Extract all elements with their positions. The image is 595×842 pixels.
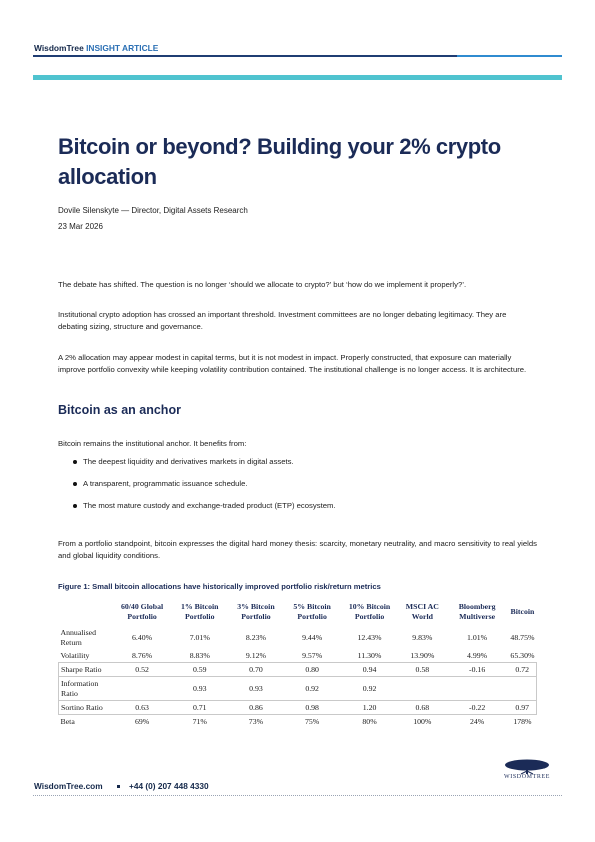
section-heading: Bitcoin as an anchor [58,403,181,417]
table-cell: 1.01% [467,632,488,642]
table-cell: 0.59 [172,663,228,677]
table-cell: 69% [134,716,150,726]
table-cell: 9.57% [302,650,323,660]
footer-logo [492,759,562,787]
header-brand [34,43,158,53]
column-header: MSCI AC World [405,602,439,621]
table-cell: 0.86 [228,701,284,715]
column-header: 10% Bitcoin Portfolio [348,602,391,621]
brand-name: WisdomTree [34,43,84,53]
table-cell: 8.76% [132,650,153,660]
table-cell [446,677,509,701]
table-cell: 1.20 [340,701,399,715]
table-cell: 0.68 [399,701,446,715]
header-rule [33,55,457,57]
bullet-icon [73,460,77,464]
table-cell: 0.70 [228,663,284,677]
table-row [59,626,537,649]
table-row [59,701,537,715]
list-item-text: A transparent, programmatic issuance schedule. [83,479,248,488]
table-cell: 65.30% [510,650,535,660]
list-item [58,478,528,500]
table-cell: 0.72 [508,663,536,677]
paragraph-3: A 2% allocation may appear modest in capital terms, but it is not modest in impact. Properly constructed, that exposure can materially improve portfolio convexity while keeping volatility contribution contained. The institutional challenge is no longer access. It is architecture. [58,353,527,374]
table-cell: 178% [513,716,532,726]
table-row [59,715,537,729]
table-cell: 13.90% [410,650,435,660]
table-cell: -0.16 [446,663,509,677]
article-title: Bitcoin or beyond? Building your 2% crypto allocation [58,134,501,189]
table-header-row [59,598,537,626]
table-cell: 0.92 [284,677,340,701]
paragraph-2: Institutional crypto adoption has crossed an important threshold. Investment committees are no longer debating legitimacy. They are debating sizing, structure and governance. [58,310,507,331]
table-cell: 0.92 [340,677,399,701]
column-header: Bitcoin [510,607,535,616]
list-item-text: The most mature custody and exchange-traded product (ETP) ecosystem. [83,501,336,510]
section-intro: Bitcoin remains the institutional anchor. It benefits from: [58,439,247,448]
column-header: 60/40 Global Portfolio [120,602,164,621]
table-cell: 71% [192,716,207,726]
list-item-text: The deepest liquidity and derivatives markets in digital assets. [83,457,294,466]
table-cell: 8.23% [245,632,267,642]
table-cell: 0.80 [284,663,340,677]
header-band [33,75,562,80]
row-label: Sharpe Ratio [59,663,113,677]
table-cell: 11.30% [357,650,382,660]
table-row [59,663,537,677]
table-cell: 6.40% [132,632,153,642]
column-header: 1% Bitcoin Portfolio [181,602,219,621]
row-label: Annualised Return [60,627,97,647]
table-cell: 0.93 [172,677,228,701]
footer-website-link[interactable]: WisdomTree.com [34,781,103,791]
table-cell: 73% [248,716,264,726]
table-cell: -0.22 [446,701,509,715]
table-cell: 24% [469,716,485,726]
row-label: Volatility [60,650,90,660]
row-label: Sortino Ratio [59,701,113,715]
tree-logo-icon [502,759,552,775]
table-cell: 80% [362,716,377,726]
table-cell: 75% [304,716,320,726]
table-cell: 0.52 [113,663,172,677]
article-date: 23 Mar 2026 [58,222,103,231]
bullet-icon [73,482,77,486]
footer-divider [33,795,562,796]
paragraph-1: The debate has shifted. The question is no longer ‘should we allocate to crypto?’ but ‘how do we implement it properly?’. [58,280,467,289]
table-cell [508,677,536,701]
table-cell: 4.99% [467,650,488,660]
column-header: 5% Bitcoin Portfolio [293,602,331,621]
row-label: Information Ratio [59,677,113,701]
metrics-table [58,598,537,728]
table-cell: 0.71 [172,701,228,715]
logo-wordmark: WISDOMTREE [504,774,550,780]
column-header: Bloomberg Multiverse [458,602,496,621]
bullet-icon [73,504,77,508]
table-cell: 12.43% [357,632,382,642]
list-item [58,456,528,478]
table-row [59,677,537,701]
section-closing: From a portfolio standpoint, bitcoin expresses the digital hard money thesis: scarcity, monetary neutrality, and macro sensitivity to real yields and global liquidity conditions. [58,539,537,560]
brand-category: INSIGHT ARTICLE [86,43,159,53]
separator-square-icon [117,785,120,788]
list-item [58,500,528,522]
table-cell [399,677,446,701]
table-cell: 7.01% [189,632,210,642]
column-header: 3% Bitcoin Portfolio [237,602,275,621]
table-cell: 9.44% [302,632,323,642]
table-cell: 0.98 [284,701,340,715]
table-corner [59,598,113,626]
header-rule-accent [457,55,562,57]
footer-phone: +44 (0) 207 448 4330 [129,781,209,791]
table-cell: 0.94 [340,663,399,677]
row-label: Beta [60,716,75,726]
table-cell: 9.83% [412,632,433,642]
article-author: Dovile Silenskyte — Director, Digital Assets Research [58,206,248,215]
table-cell: 0.97 [508,701,536,715]
table-cell: 0.63 [113,701,172,715]
bullet-list [58,456,528,522]
table-cell [113,677,172,701]
table-cell: 0.58 [399,663,446,677]
table-cell: 8.83% [189,650,210,660]
table-cell: 100% [413,716,432,726]
table-cell: 0.93 [228,677,284,701]
table-cell: 48.75% [510,632,535,642]
table-row [59,649,537,663]
table-cell: 9.12% [245,650,267,660]
figure-title: Figure 1: Small bitcoin allocations have historically improved portfolio risk/return metrics [58,582,381,591]
